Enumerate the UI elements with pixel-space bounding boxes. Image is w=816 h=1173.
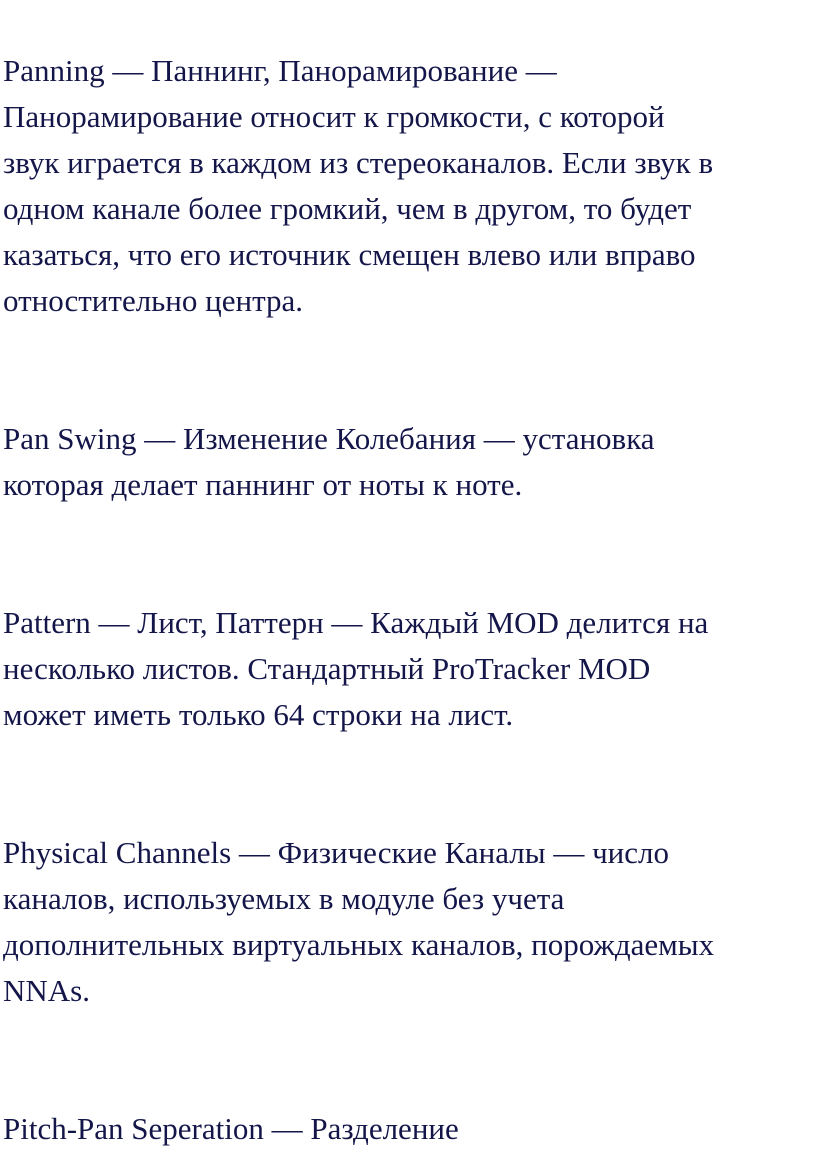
entry-line: Physical Channels — Физические Каналы — число: [3, 835, 669, 870]
entry-line: NNAs.: [3, 973, 90, 1008]
entry-line: Панорамирование относит к громкости, с которой: [3, 99, 665, 134]
glossary-entry-pan-swing: [3, 416, 813, 508]
glossary-entry-pitch-pan-separation: [3, 1106, 813, 1152]
entry-line: дополнительных виртуальных каналов, порождаемых: [3, 927, 715, 962]
glossary-entry-panning: [3, 48, 813, 324]
entry-line: отностительно центра.: [3, 283, 304, 318]
entry-line: Panning — Паннинг, Панорамирование —: [3, 53, 557, 88]
paragraph-spacer: [3, 738, 813, 830]
paragraph-spacer: [3, 508, 813, 600]
entry-line: звук играется в каждом из стереоканалов. Если звук в: [3, 145, 714, 180]
entry-line: которая делает паннинг от ноты к ноте.: [3, 467, 523, 502]
entry-line: казаться, что его источник смещен влево или вправо: [3, 237, 696, 272]
glossary-entry-physical-channels: [3, 830, 813, 1014]
entry-line: одном канале более громкий, чем в другом, то будет: [3, 191, 692, 226]
entry-line: каналов, используемых в модуле без учета: [3, 881, 565, 916]
glossary-entry-pattern: [3, 600, 813, 738]
paragraph-spacer: [3, 1014, 813, 1106]
entry-line: Pattern — Лист, Паттерн — Каждый MOD делится на: [3, 605, 709, 640]
paragraph-spacer: [3, 324, 813, 416]
document-page: [3, 48, 813, 1152]
entry-line: Pan Swing — Изменение Колебания — установка: [3, 421, 655, 456]
entry-line: может иметь только 64 строки на лист.: [3, 697, 514, 732]
entry-line: несколько листов. Стандартный ProTracker MOD: [3, 651, 651, 686]
entry-line: Pitch-Pan Seperation — Разделение: [3, 1111, 459, 1146]
